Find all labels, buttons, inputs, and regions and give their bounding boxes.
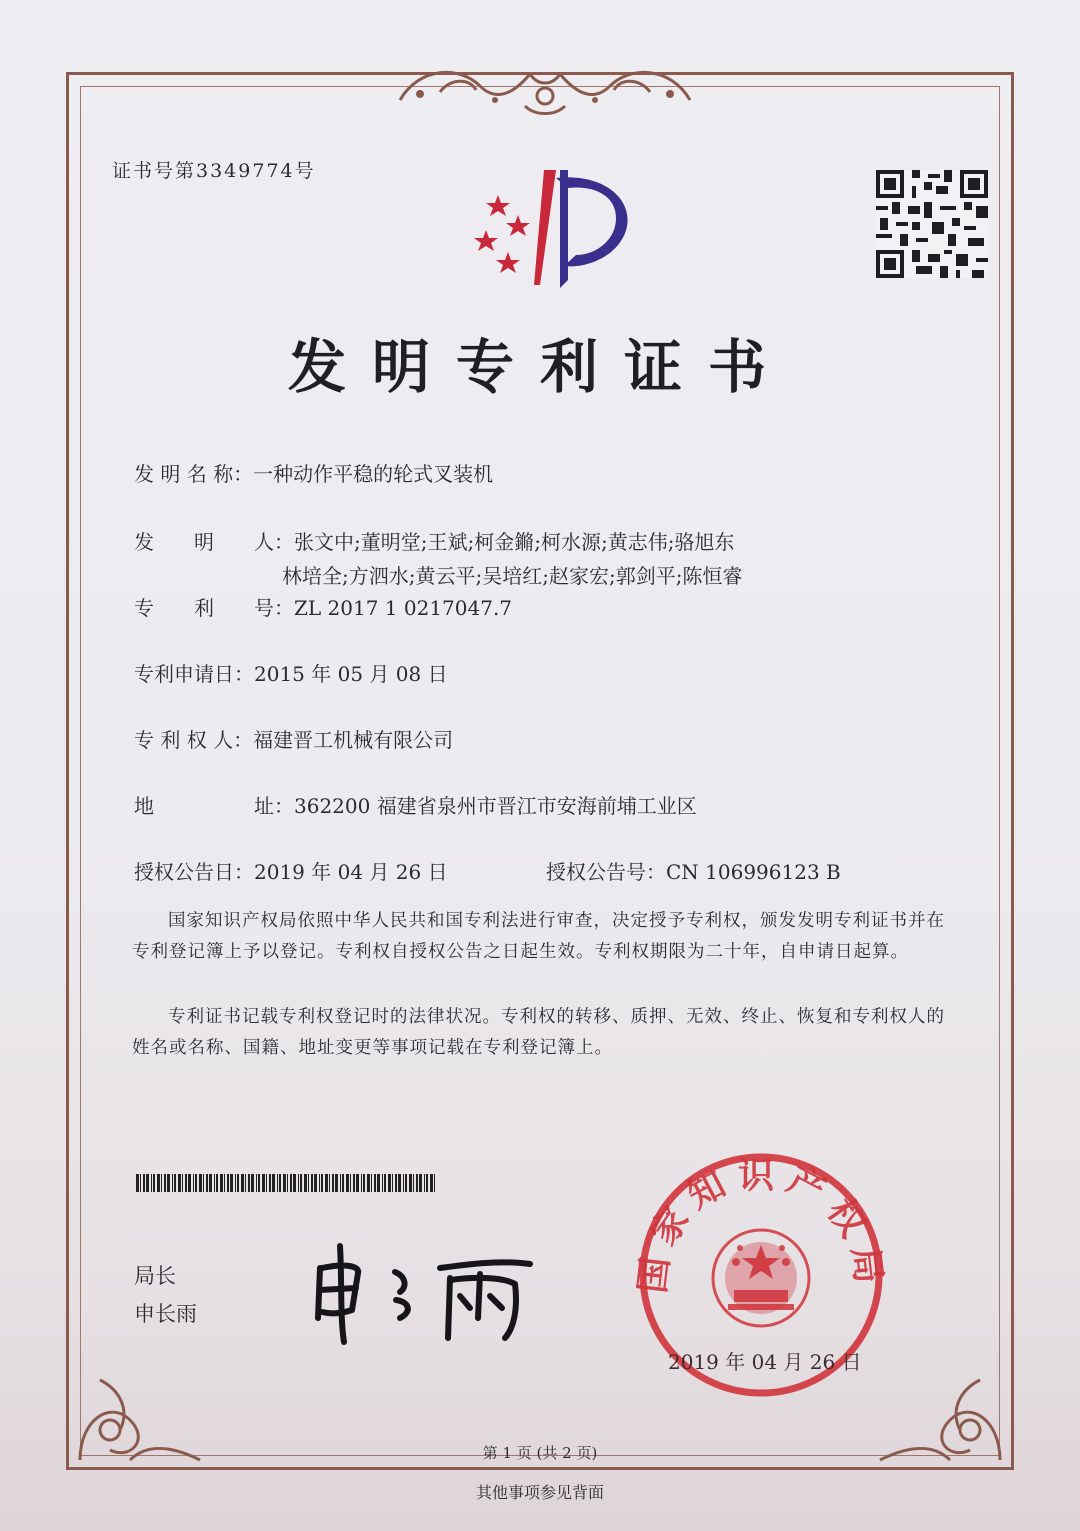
application-date-value: 2015 年 05 月 08 日 (254, 662, 448, 686)
grant-number-value: CN 106996123 B (666, 860, 841, 884)
grant-number-label: 授权公告号： (546, 860, 666, 884)
patent-office-logo (468, 160, 643, 290)
seal-text: 国家知识产权局 (636, 1155, 886, 1296)
address-value: 362200 福建省泉州市晋江市安海前埔工业区 (294, 794, 697, 818)
seal-date: 2019 年 04 月 26 日 (668, 1350, 862, 1374)
back-note: 其他事项参见背面 (475, 1483, 604, 1502)
grant-date-label: 授权公告日： (134, 860, 254, 884)
grant-date-row (134, 856, 448, 885)
inventor-row (134, 526, 734, 555)
patentee-value: 福建晋工机械有限公司 (253, 728, 454, 752)
application-date-label: 专利申请日： (134, 662, 254, 686)
invention-name-row (134, 458, 493, 487)
director-title: 局长 (134, 1264, 176, 1288)
handwritten-signature (300, 1238, 560, 1348)
certificate-number: 证书号第3349774号 (112, 160, 316, 182)
application-date-row (134, 658, 448, 687)
top-ornament (380, 56, 710, 122)
legal-status-paragraph: 专利证书记载专利权登记时的法律状况。专利权的转移、质押、无效、终止、恢复和专利权人的姓名或名称、国籍、地址变更等事项记载在专利登记簿上。 (132, 1007, 945, 1058)
director-name: 申长雨 (134, 1302, 197, 1326)
inventor-label: 发 明 人： (134, 530, 294, 554)
svg-text:国家知识产权局 (636, 1156, 886, 1296)
patent-number-label: 专 利 号： (134, 596, 294, 620)
grant-statement-paragraph: 国家知识产权局依照中华人民共和国专利法进行审查，决定授予专利权，颁发发明专利证书并在专利登记簿上予以登记。专利权自授权公告之日起生效。专利权期限为二十年，自申请日起算。 (132, 911, 945, 962)
barcode (136, 1174, 438, 1192)
qr-code (876, 170, 988, 278)
grant-date-value: 2019 年 04 月 26 日 (254, 860, 448, 884)
invention-name-value: 一种动作平稳的轮式叉装机 (253, 462, 494, 486)
patentee-label: 专 利 权 人： (134, 728, 254, 752)
page-indicator: 第 1 页 (共 2 页) (482, 1444, 598, 1462)
invention-name-label: 发 明 名 称： (134, 462, 254, 486)
inventors-line-2: 林培全;方泗水;黄云平;吴培红;赵家宏;郭剑平;陈恒睿 (282, 564, 743, 588)
inventors-line-1: 张文中;董明堂;王斌;柯金鏅;柯水源;黄志伟;骆旭东 (294, 530, 735, 554)
patent-number-value: ZL 2017 1 0217047.7 (294, 596, 513, 620)
address-row (134, 790, 697, 819)
certificate-title: 发明专利证书 (287, 333, 792, 401)
patent-number-row (134, 592, 512, 621)
grant-number-row (546, 856, 841, 885)
patentee-row (134, 724, 453, 753)
address-label: 地 址： (134, 794, 294, 818)
